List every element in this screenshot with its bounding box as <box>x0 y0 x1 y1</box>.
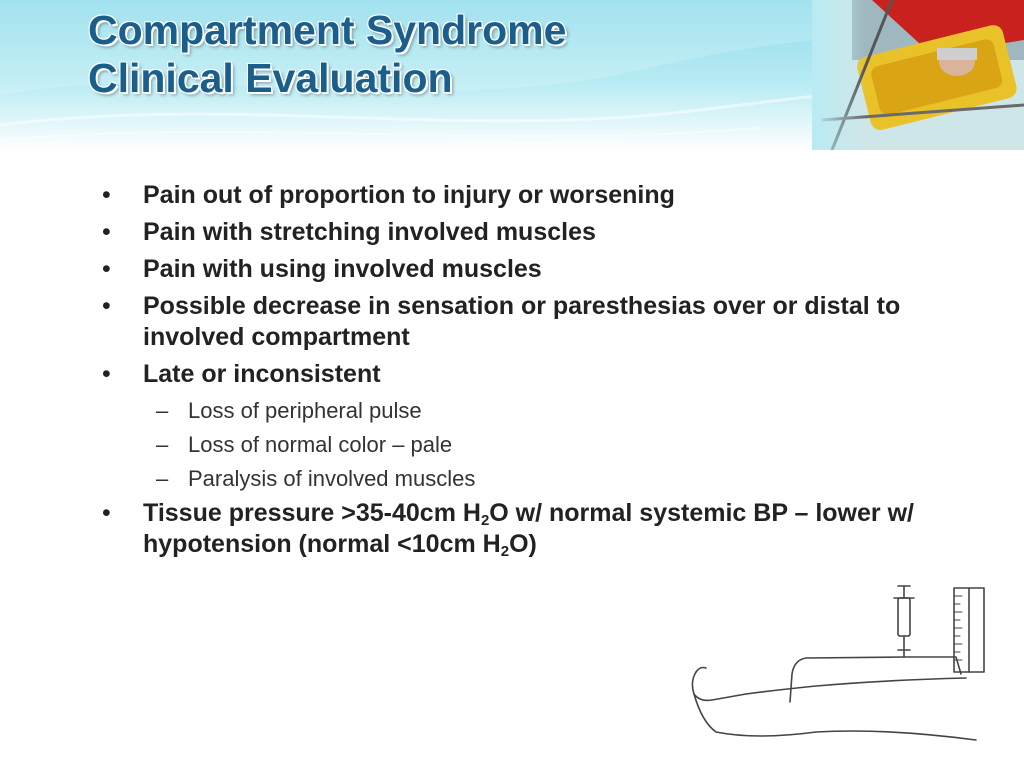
bullet-marker: • <box>102 292 111 320</box>
stretcher-photo <box>812 0 1024 150</box>
list-item <box>100 498 940 560</box>
bullet-text: Pain with stretching involved muscles <box>143 218 596 246</box>
leg-pressure-measurement-sketch <box>686 582 992 754</box>
header-band <box>0 0 1024 150</box>
bullet-text: Possible decrease in sensation or paresthesias over or distal to involved compartment <box>143 292 901 351</box>
sub-list-item <box>100 430 940 459</box>
subscript-2: 2 <box>480 512 490 529</box>
list-item <box>100 291 940 353</box>
pressure-text-part-1: Tissue pressure >35-40cm H <box>143 499 481 527</box>
sub-text: Loss of normal color – pale <box>188 432 453 457</box>
bullet-marker: • <box>102 499 111 527</box>
bullet-text: Late or inconsistent <box>143 360 381 388</box>
title-line-2: Clinical Evaluation <box>88 55 453 101</box>
pressure-text-part-3: O) <box>509 530 537 558</box>
bullet-text-pressure <box>143 499 914 558</box>
sub-text: Paralysis of involved muscles <box>188 466 476 491</box>
sub-list-item <box>100 464 940 493</box>
bullet-list <box>100 180 940 566</box>
bullet-marker: • <box>102 181 111 209</box>
bullet-marker: • <box>102 218 111 246</box>
sub-marker: – <box>156 398 169 423</box>
bullet-marker: • <box>102 360 111 388</box>
bullet-text: Pain out of proportion to injury or worsening <box>143 181 675 209</box>
bullet-marker: • <box>102 255 111 283</box>
list-item <box>100 217 940 248</box>
subscript-2: 2 <box>500 543 510 560</box>
sub-marker: – <box>156 432 169 457</box>
pressure-text-part-2: O w/ normal systemic BP – lower w/ hypotension (normal <10cm H <box>143 499 914 558</box>
sub-text: Loss of peripheral pulse <box>188 398 422 423</box>
title-line-1: Compartment Syndrome <box>88 7 567 53</box>
list-item <box>100 254 940 285</box>
list-item <box>100 359 940 390</box>
bullet-text: Pain with using involved muscles <box>143 255 542 283</box>
sub-list-item <box>100 396 940 425</box>
sub-marker: – <box>156 466 169 491</box>
slide-title <box>88 6 566 102</box>
list-item <box>100 180 940 211</box>
